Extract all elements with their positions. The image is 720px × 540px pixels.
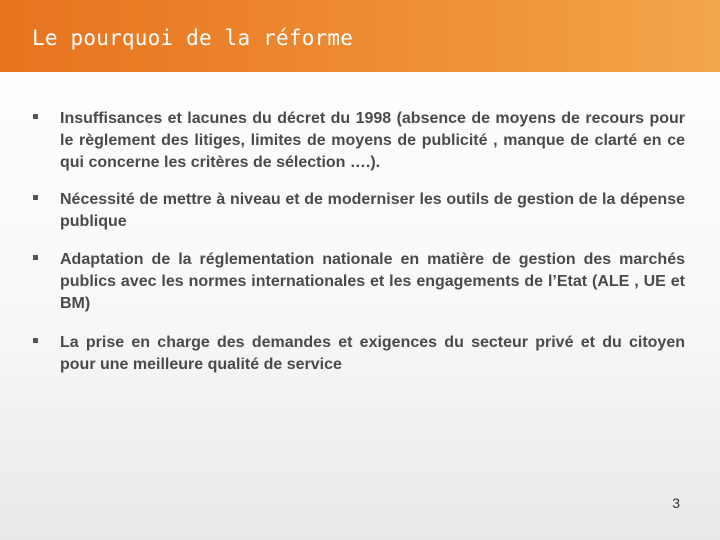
bullet-square-icon [33, 255, 38, 260]
bullet-square-icon [33, 338, 38, 343]
bullet-text: Insuffisances et lacunes du décret du 1998 (absence de moyens de recours pour le règlement des litiges, limites de moyens de publicité , manque de clarté en ce qui concerne les critères de sélection ….). [60, 110, 685, 171]
slide-title: Le pourquoi de la réforme [32, 26, 354, 50]
title-bar [0, 0, 720, 72]
bullet-text: Nécessité de mettre à niveau et de moderniser les outils de gestion de la dépense publique [60, 191, 685, 230]
bullet-text: La prise en charge des demandes et exigences du secteur privé et du citoyen pour une meilleure qualité de service [60, 334, 685, 373]
bullet-text: Adaptation de la réglementation nationale en matière de gestion des marchés publics avec les normes internationales et les engagements de l’Etat (ALE , UE et BM) [60, 251, 685, 312]
bullet-square-icon [33, 114, 38, 119]
page-number: 3 [672, 495, 680, 511]
bullet-square-icon [33, 195, 38, 200]
